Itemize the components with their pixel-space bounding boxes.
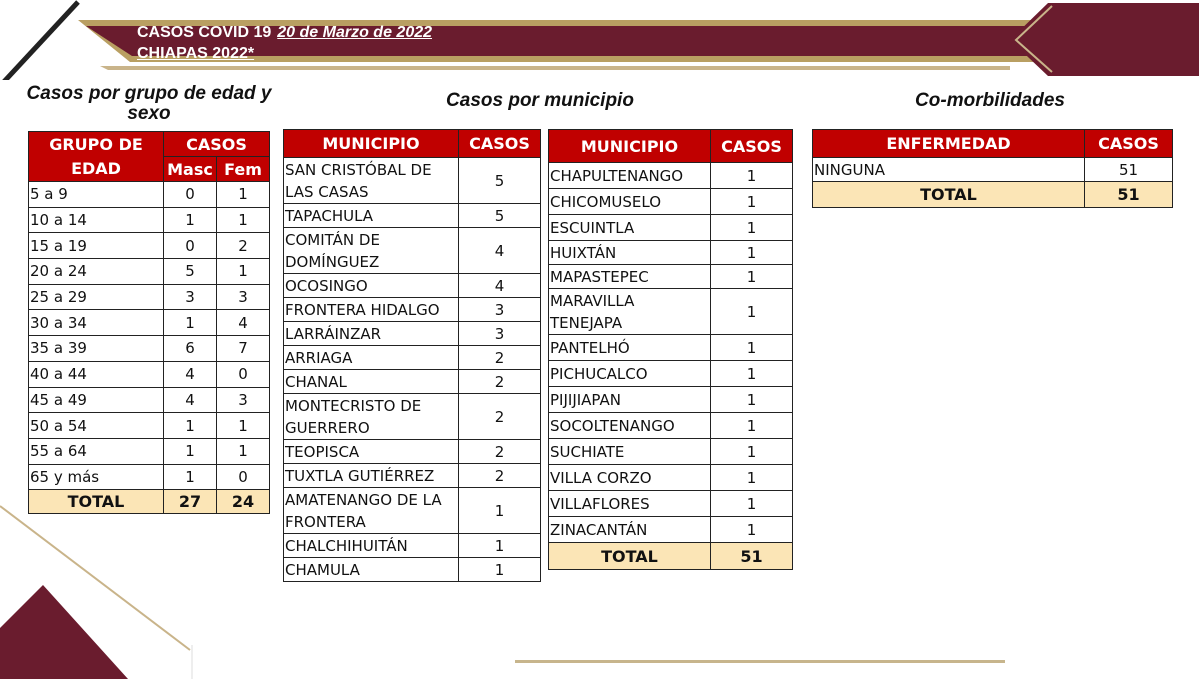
table-row [284, 440, 541, 464]
table-row [284, 394, 541, 440]
fem-cases-cell: 2 [217, 233, 270, 259]
municipio-name-cell: VILLAFLORES [549, 491, 711, 517]
age-group-cell: 25 a 29 [29, 284, 164, 310]
table-row [549, 439, 793, 465]
table-row [284, 534, 541, 558]
municipio-cases-cell: 1 [711, 491, 793, 517]
municipio-name-cell: TEOPISCA [284, 440, 459, 464]
municipio-cases-cell: 1 [711, 163, 793, 189]
municipio-name-cell: CHAPULTENANGO [549, 163, 711, 189]
table-row [29, 438, 270, 464]
municipio-cases-cell: 1 [711, 241, 793, 265]
table-row [549, 491, 793, 517]
col-header-casos: CASOS [459, 130, 541, 158]
table-row [29, 233, 270, 259]
municipio-cases-cell: 1 [459, 488, 541, 534]
header-title [137, 22, 432, 64]
footer-divider [515, 660, 1005, 663]
header-date: 20 de Marzo de 2022 [277, 24, 433, 41]
masc-cases-cell: 0 [164, 233, 217, 259]
municipio-name-cell: CHAMULA [284, 558, 459, 582]
table-row [29, 387, 270, 413]
municipio-cases-cell: 1 [711, 439, 793, 465]
municipio-cases-cell: 2 [459, 346, 541, 370]
municipio-cases-cell: 1 [711, 289, 793, 335]
table-row [29, 336, 270, 362]
municipio-name-cell: PICHUCALCO [549, 361, 711, 387]
age-group-cell: 20 a 24 [29, 259, 164, 285]
municipio-cases-cell: 1 [459, 534, 541, 558]
table-row [29, 207, 270, 233]
municipio-cases-cell: 4 [459, 274, 541, 298]
table-row [29, 259, 270, 285]
municipio-name-cell: SAN CRISTÓBAL DE LAS CASAS [284, 158, 459, 204]
table-row [284, 322, 541, 346]
municipio-cases-cell: 1 [711, 215, 793, 241]
municipio-name-cell: LARRÁINZAR [284, 322, 459, 346]
municipio-section-title: Casos por municipio [446, 90, 634, 111]
masc-cases-cell: 3 [164, 284, 217, 310]
municipio-cases-cell: 1 [711, 387, 793, 413]
fem-cases-cell: 1 [217, 259, 270, 285]
municipio-table-right [548, 129, 793, 570]
comorb-section-title: Co-morbilidades [915, 90, 1065, 111]
municipio-name-cell: OCOSINGO [284, 274, 459, 298]
table-row [29, 182, 270, 208]
col-header-casos: CASOS [1085, 130, 1173, 158]
enfermedad-cell: NINGUNA [813, 158, 1085, 182]
col-header-casos: CASOS [711, 130, 793, 163]
masc-cases-cell: 1 [164, 310, 217, 336]
table-row [549, 215, 793, 241]
header-subtitle: CHIAPAS 2022* [137, 45, 255, 62]
municipio-cases-cell: 1 [711, 265, 793, 289]
table-row [29, 361, 270, 387]
municipio-table-left [283, 129, 541, 582]
municipio-name-cell: ZINACANTÁN [549, 517, 711, 543]
total-row [813, 182, 1173, 208]
age-group-cell: 15 a 19 [29, 233, 164, 259]
table-row [549, 361, 793, 387]
municipio-cases-cell: 4 [459, 228, 541, 274]
municipio-cases-cell: 1 [711, 335, 793, 361]
fem-cases-cell: 1 [217, 207, 270, 233]
municipio-cases-cell: 1 [711, 465, 793, 491]
fem-cases-cell: 1 [217, 438, 270, 464]
total-masc: 27 [164, 490, 217, 514]
age-group-cell: 40 a 44 [29, 361, 164, 387]
fem-cases-cell: 1 [217, 413, 270, 439]
municipio-name-cell: MONTECRISTO DE GUERRERO [284, 394, 459, 440]
municipio-name-cell: PIJIJIAPAN [549, 387, 711, 413]
municipio-name-cell: SUCHIATE [549, 439, 711, 465]
age-group-cell: 5 a 9 [29, 182, 164, 208]
municipio-cases-cell: 2 [459, 440, 541, 464]
header-main-title: CASOS COVID 19 [137, 24, 272, 41]
total-label: TOTAL [549, 543, 711, 570]
municipio-name-cell: ESCUINTLA [549, 215, 711, 241]
table-row [549, 163, 793, 189]
table-row [29, 413, 270, 439]
fem-cases-cell: 7 [217, 336, 270, 362]
enfermedad-cases-cell: 51 [1085, 158, 1173, 182]
table-row [549, 241, 793, 265]
age-group-cell: 35 a 39 [29, 336, 164, 362]
table-row [284, 488, 541, 534]
fem-cases-cell: 3 [217, 387, 270, 413]
table-row [549, 465, 793, 491]
age-group-table [28, 131, 270, 514]
municipio-cases-cell: 3 [459, 298, 541, 322]
municipio-name-cell: HUIXTÁN [549, 241, 711, 265]
masc-cases-cell: 4 [164, 387, 217, 413]
age-group-cell: 55 a 64 [29, 438, 164, 464]
comorbidity-table [812, 129, 1173, 208]
table-row [284, 346, 541, 370]
municipio-cases-cell: 1 [711, 361, 793, 387]
municipio-cases-cell: 5 [459, 158, 541, 204]
masc-cases-cell: 0 [164, 182, 217, 208]
age-group-cell: 30 a 34 [29, 310, 164, 336]
table-row [284, 274, 541, 298]
table-row [284, 370, 541, 394]
table-row [549, 189, 793, 215]
table-row [284, 464, 541, 488]
municipio-name-cell: AMATENANGO DE LA FRONTERA [284, 488, 459, 534]
table-row [29, 284, 270, 310]
table-row [549, 413, 793, 439]
col-header-cases: CASOS [164, 132, 270, 157]
age-group-cell: 65 y más [29, 464, 164, 490]
municipio-name-cell: MAPASTEPEC [549, 265, 711, 289]
masc-cases-cell: 6 [164, 336, 217, 362]
masc-cases-cell: 4 [164, 361, 217, 387]
municipio-name-cell: PANTELHÓ [549, 335, 711, 361]
table-row [284, 158, 541, 204]
municipio-name-cell: SOCOLTENANGO [549, 413, 711, 439]
municipio-cases-cell: 3 [459, 322, 541, 346]
edad-section-title: Casos por grupo de edad y sexo [26, 83, 272, 124]
col-header-enfermedad: ENFERMEDAD [813, 130, 1085, 158]
col-header-group: GRUPO DE EDAD [29, 132, 164, 182]
municipio-name-cell: CHICOMUSELO [549, 189, 711, 215]
fem-cases-cell: 1 [217, 182, 270, 208]
fem-cases-cell: 4 [217, 310, 270, 336]
col-header-municipio: MUNICIPIO [549, 130, 711, 163]
table-row [549, 517, 793, 543]
total-row [29, 490, 270, 514]
municipio-name-cell: ARRIAGA [284, 346, 459, 370]
municipio-cases-cell: 2 [459, 394, 541, 440]
municipio-cases-cell: 1 [711, 413, 793, 439]
masc-cases-cell: 1 [164, 207, 217, 233]
municipio-cases-cell: 2 [459, 464, 541, 488]
fem-cases-cell: 0 [217, 361, 270, 387]
table-row [549, 335, 793, 361]
table-row [549, 289, 793, 335]
masc-cases-cell: 1 [164, 438, 217, 464]
municipio-cases-cell: 2 [459, 370, 541, 394]
municipio-name-cell: TAPACHULA [284, 204, 459, 228]
col-header-masc: Masc [164, 157, 217, 182]
municipio-cases-cell: 1 [711, 517, 793, 543]
municipio-name-cell: MARAVILLA TENEJAPA [549, 289, 711, 335]
table-row [29, 464, 270, 490]
municipio-name-cell: CHALCHIHUITÁN [284, 534, 459, 558]
total-row [549, 543, 793, 570]
table-row [549, 265, 793, 289]
table-row [813, 158, 1173, 182]
table-row [284, 558, 541, 582]
masc-cases-cell: 1 [164, 413, 217, 439]
age-group-cell: 10 a 14 [29, 207, 164, 233]
table-row [29, 310, 270, 336]
masc-cases-cell: 5 [164, 259, 217, 285]
municipio-name-cell: CHANAL [284, 370, 459, 394]
col-header-municipio: MUNICIPIO [284, 130, 459, 158]
municipio-cases-cell: 5 [459, 204, 541, 228]
municipio-cases-cell: 1 [711, 189, 793, 215]
total-label: TOTAL [29, 490, 164, 514]
total-value: 51 [711, 543, 793, 570]
municipio-name-cell: FRONTERA HIDALGO [284, 298, 459, 322]
masc-cases-cell: 1 [164, 464, 217, 490]
municipio-name-cell: VILLA CORZO [549, 465, 711, 491]
col-header-fem: Fem [217, 157, 270, 182]
municipio-cases-cell: 1 [459, 558, 541, 582]
fem-cases-cell: 3 [217, 284, 270, 310]
municipio-name-cell: TUXTLA GUTIÉRREZ [284, 464, 459, 488]
age-group-cell: 45 a 49 [29, 387, 164, 413]
municipio-name-cell: COMITÁN DE DOMÍNGUEZ [284, 228, 459, 274]
age-group-cell: 50 a 54 [29, 413, 164, 439]
table-row [284, 298, 541, 322]
total-value: 51 [1085, 182, 1173, 208]
table-row [549, 387, 793, 413]
total-label: TOTAL [813, 182, 1085, 208]
total-fem: 24 [217, 490, 270, 514]
fem-cases-cell: 0 [217, 464, 270, 490]
table-row [284, 228, 541, 274]
table-row [284, 204, 541, 228]
